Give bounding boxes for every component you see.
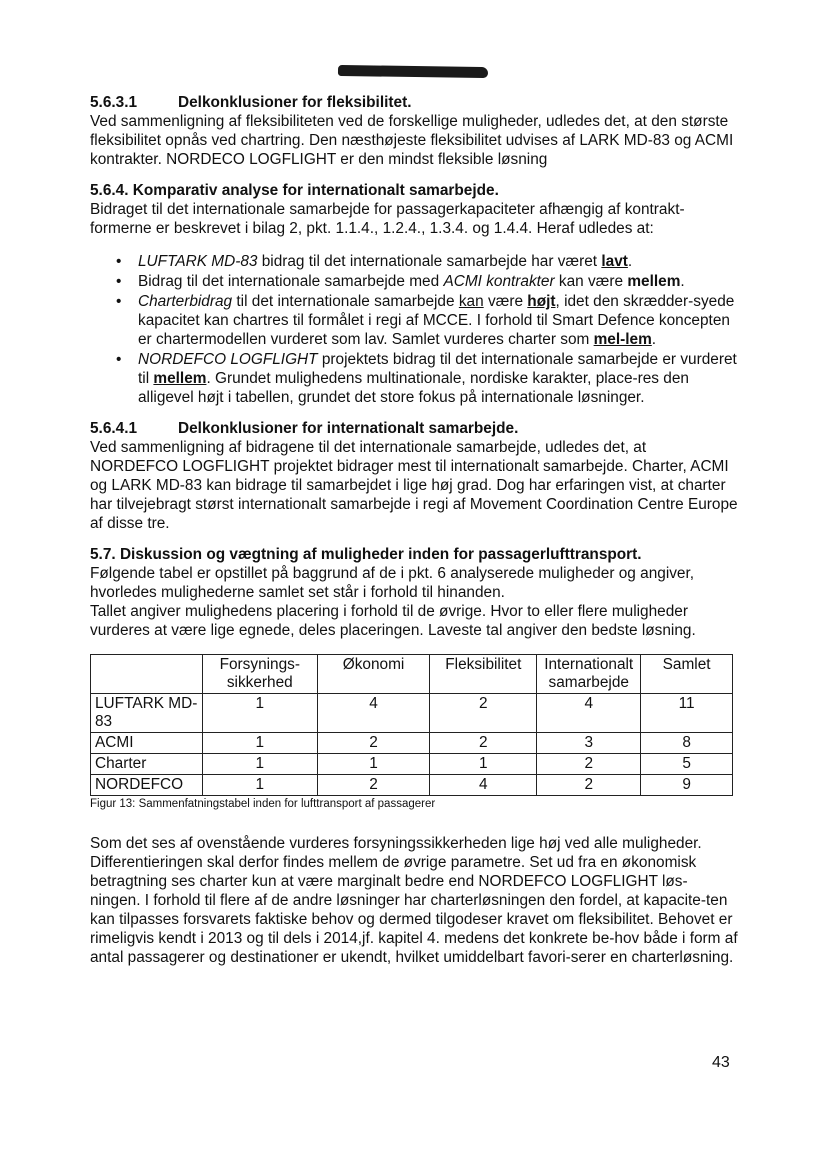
table-cell: 4 [317, 694, 430, 733]
heading-5-6-4-1: 5.6.4.1 Delkonklusioner for internationalt samarbejde. [90, 420, 519, 437]
table-cell: 4 [537, 694, 641, 733]
table-cell: 2 [537, 775, 641, 796]
section-5-6-4 [90, 181, 738, 407]
heading-5-6-4: 5.6.4. Komparativ analyse for internationalt samarbejde. [90, 182, 499, 199]
table-caption: Figur 13: Sammenfatningstabel inden for lufttransport af passagerer [90, 798, 436, 810]
table-row [91, 775, 733, 796]
table-cell: 2 [317, 733, 430, 754]
table-header-cell [91, 655, 203, 694]
bullet-list [90, 252, 738, 407]
list-item: • NORDEFCO LOGFLIGHT projektets bidrag til det internationale samarbejde er vurderet til mellem. Grundet mulighedens multinationale, nordiske karakter, place-res den alligevel højt i tabellen, grundet det store fokus på internationale løsninger. [138, 350, 738, 407]
paragraph-table-intro: Følgende tabel er opstillet på baggrund af de i pkt. 6 analyserede muligheder og angiver, hvorledes mulighederne samlet set står i forhold til hinanden. [90, 565, 695, 601]
section-5-6-4-1 [90, 419, 738, 533]
table-cell: 11 [641, 694, 733, 733]
paragraph-discussion: Som det ses af ovenstående vurderes forsyningssikkerheden lige høj ved alle muligheder. Differentieringen skal derfor findes mellem de øvrige parametre. Set ud fra en økonomisk betragtning ses charter kun at være marginalt bedre end NORDEFCO LOGFLIGHT løs-ningen. I forhold til flere af de andre løsninger har charterløsningen den fordel, at kapacite-ten kan tilpasses forsvarets faktiske behov og dermed tilgodeser kravet om fleksibilitet. Behovet er rimeligvis kendt i 2013 og til dels i 2014,jf. kapitel 4. medens det konkrete be-hov både i form af antal passagerer og destinationer er ukendt, hvilket umiddelbart favori-serer en charterløsning. [90, 835, 738, 966]
table-header-cell: Fleksibilitet [430, 655, 537, 694]
table-cell: 5 [641, 754, 733, 775]
table-header-cell: Forsynings-sikkerhed [202, 655, 317, 694]
heading-5-6-3-1: 5.6.3.1 Delkonklusioner for fleksibilitet. [90, 94, 412, 111]
redaction-mark [338, 65, 488, 78]
table-cell: 2 [430, 694, 537, 733]
table-cell: 2 [430, 733, 537, 754]
section-5-6-3-1 [90, 93, 738, 169]
table-header-row [91, 655, 733, 694]
table-cell: 8 [641, 733, 733, 754]
table-row [91, 694, 733, 733]
table-row-label: ACMI [91, 733, 203, 754]
table-cell: 1 [430, 754, 537, 775]
list-item: • Charterbidrag til det internationale samarbejde kan være højt, idet den skrædder-syede kapacitet kan chartres til formålet i regi af MCCE. I forhold til Smart Defence koncepten er chartermodellen vurderet som lav. Samlet vurderes charter som mel-lem. [138, 292, 738, 349]
table-cell: 1 [202, 694, 317, 733]
table-cell: 1 [202, 733, 317, 754]
table-header-cell: Økonomi [317, 655, 430, 694]
table-cell: 1 [317, 754, 430, 775]
table-row-label: LUFTARK MD-83 [91, 694, 203, 733]
table-cell: 1 [202, 754, 317, 775]
table-row [91, 733, 733, 754]
table-header-cell: Samlet [641, 655, 733, 694]
list-item: • LUFTARK MD-83 bidrag til det internationale samarbejde har været lavt. [138, 252, 738, 271]
heading-5-7: 5.7. Diskussion og vægtning af muligheder inden for passagerlufttransport. [90, 546, 642, 563]
table-cell: 4 [430, 775, 537, 796]
table-row [91, 754, 733, 775]
list-item: • Bidrag til det internationale samarbejde med ACMI kontrakter kan være mellem. [138, 272, 738, 291]
table-header-cell: Internationalt samarbejde [537, 655, 641, 694]
table-cell: 3 [537, 733, 641, 754]
paragraph-intro-international: Bidraget til det internationale samarbejde for passagerkapaciteter afhængig af kontrakt-formerne er beskrevet i bilag 2, pkt. 1.1.4., 1.2.4., 1.3.4. og 1.4.4. Heraf udledes at: [90, 201, 685, 237]
table-row-label: Charter [91, 754, 203, 775]
paragraph-ranking-explanation: Tallet angiver mulighedens placering i forhold til de øvrige. Hvor to eller flere muligheder vurderes at være lige egnede, deles placeringen. Laveste tal angiver den bedste løsning. [90, 603, 696, 639]
page-content [90, 93, 738, 967]
section-5-7 [90, 545, 738, 640]
table-cell: 2 [537, 754, 641, 775]
page-number: 43 [712, 1054, 730, 1071]
table-cell: 1 [202, 775, 317, 796]
table-row-label: NORDEFCO [91, 775, 203, 796]
summary-table [90, 654, 733, 796]
table-cell: 2 [317, 775, 430, 796]
paragraph-flexibility-conclusion: Ved sammenligning af fleksibiliteten ved de forskellige muligheder, udledes det, at den største fleksibilitet opnås ved chartring. Den næsthøjeste fleksibilitet udvises af LARK MD-83 og ACMI kontrakter. NORDECO LOGFLIGHT er den mindst fleksible løsning [90, 113, 734, 168]
paragraph-international-conclusion: Ved sammenligning af bidragene til det internationale samarbejde, udledes det, at NORDEFCO LOGFLIGHT projektet bidrager mest til internationalt samarbejde. Charter, ACMI og LARK MD-83 kan bidrage til samarbejdet i lige høj grad. Dog har erfaringen vist, at charter har tilvejebragt størst internationalt samarbejde i regi af Movement Coordination Centre Europe af disse tre. [90, 439, 738, 532]
table-cell: 9 [641, 775, 733, 796]
